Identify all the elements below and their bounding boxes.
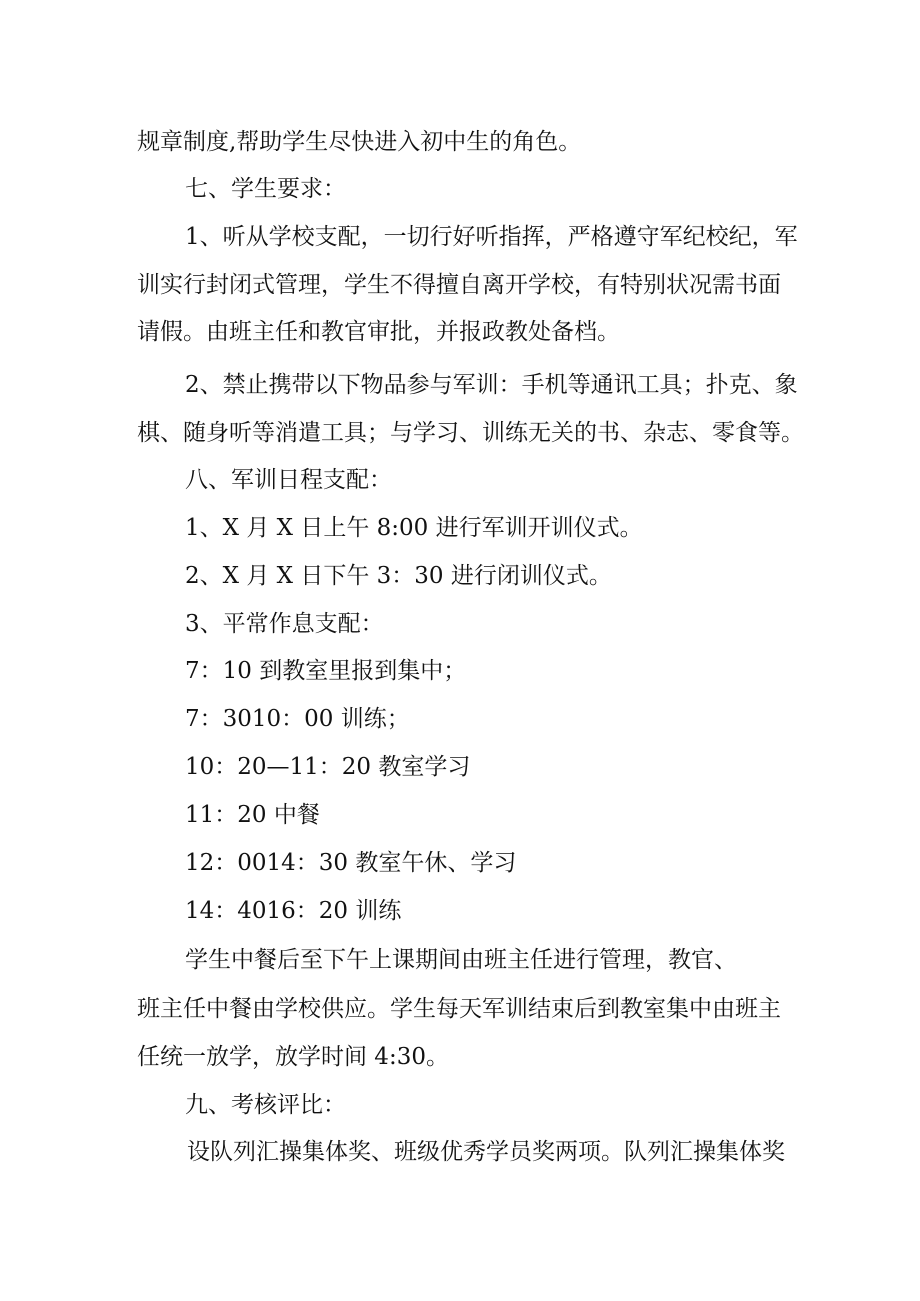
schedule-item: 7：3010：00 训练； <box>185 706 410 732</box>
text-line: 训实行封闭式管理，学生不得擅自离开学校，有特别状况需书面 <box>137 272 781 298</box>
text-line: 班主任中餐由学校供应。学生每天军训结束后到教室集中由班主 <box>137 996 781 1022</box>
text-line: 2、禁止携带以下物品参与军训：手机等通讯工具；扑克、象 <box>185 372 798 398</box>
text-line: 请假。由班主任和教官审批，并报政教处备档。 <box>137 319 620 345</box>
text-line: 规章制度,帮助学生尽快进入初中生的角色。 <box>137 129 582 155</box>
text-line: 任统一放学，放学时间 4:30。 <box>137 1044 449 1070</box>
text-line: 2、X 月 X 日下午 3：30 进行闭训仪式。 <box>185 563 612 589</box>
text-line: 棋、随身听等消遣工具；与学习、训练无关的书、杂志、零食等。 <box>137 420 804 446</box>
schedule-item: 10：20—11：20 教室学习 <box>185 754 471 780</box>
schedule-item: 12：0014：30 教室午休、学习 <box>185 850 517 876</box>
text-line: 设队列汇操集体奖、班级优秀学员奖两项。队列汇操集体奖 <box>187 1139 785 1165</box>
section-heading: 七、学生要求： <box>185 176 346 202</box>
text-line: 学生中餐后至下午上课期间由班主任进行管理，教官、 <box>185 947 737 973</box>
text-line: 1、听从学校支配，一切行好听指挥，严格遵守军纪校纪，军 <box>185 224 798 250</box>
schedule-item: 7：10 到教室里报到集中； <box>185 658 467 684</box>
section-heading: 八、军训日程支配： <box>185 467 392 493</box>
text-line: 1、X 月 X 日上午 8:00 进行军训开训仪式。 <box>185 515 643 541</box>
section-heading: 九、考核评比： <box>185 1092 346 1118</box>
schedule-item: 14：4016：20 训练 <box>185 898 402 924</box>
schedule-item: 11：20 中餐 <box>185 802 320 828</box>
text-line: 3、平常作息支配： <box>185 611 384 637</box>
